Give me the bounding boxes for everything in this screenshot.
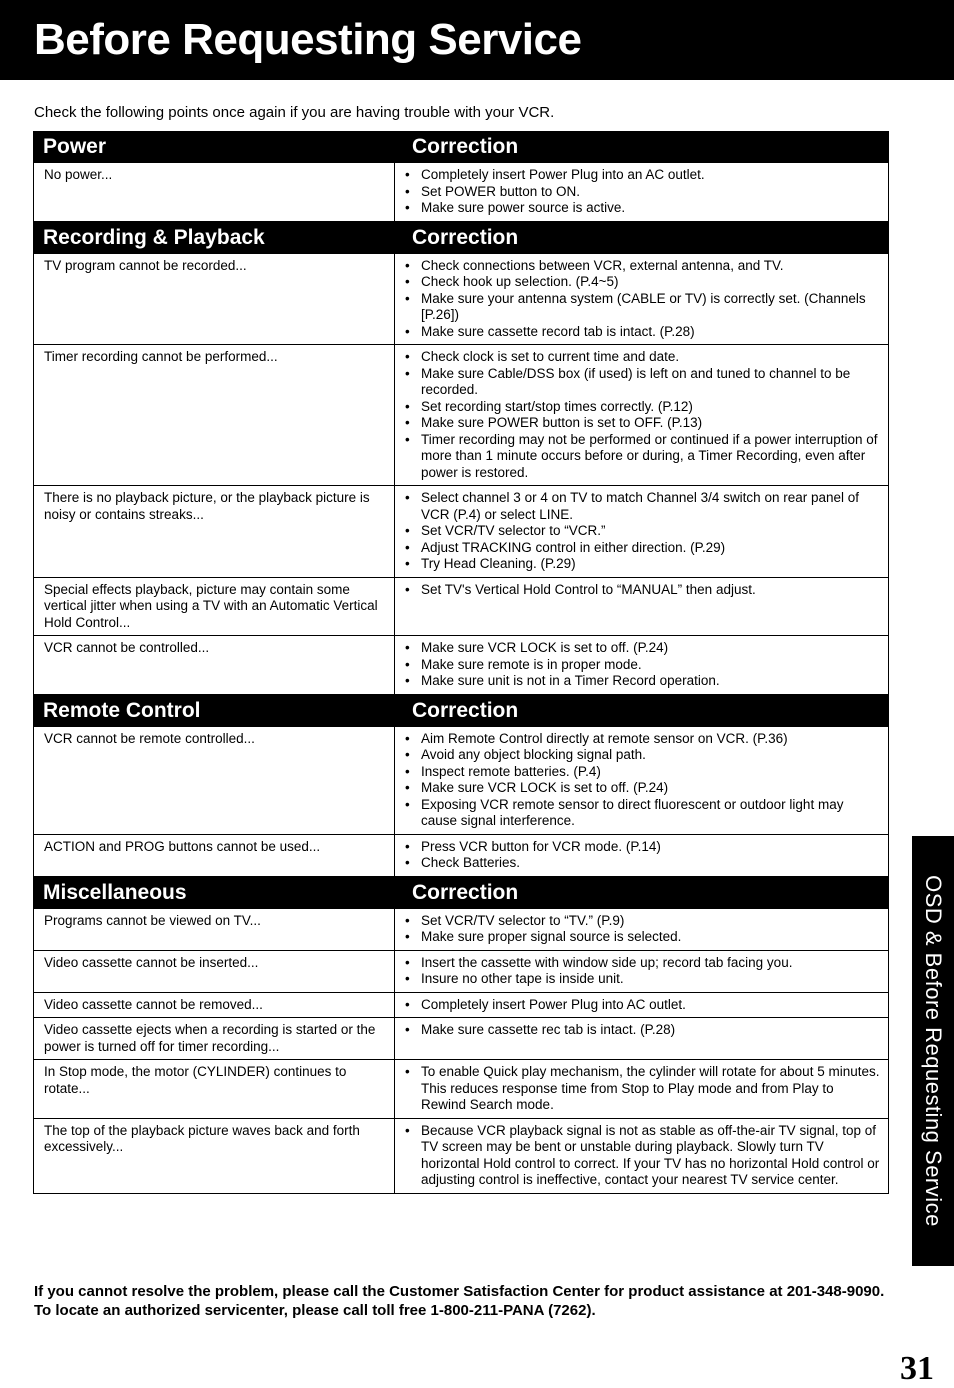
correction-item: • Set VCR/TV selector to “VCR.”	[401, 523, 882, 540]
correction-item: • Timer recording may not be performed or continued if a power interruption of more than 1 minute occurs before or during, a Timer Recording, even after power is restored.	[401, 432, 882, 482]
problem-cell: Timer recording cannot be performed...	[34, 345, 395, 485]
table-row	[33, 345, 889, 486]
correction-item: • Inspect remote batteries. (P.4)	[401, 764, 882, 781]
page-number: 31	[900, 1350, 934, 1387]
problem-cell: Video cassette cannot be inserted...	[34, 951, 395, 992]
correction-item: • Try Head Cleaning. (P.29)	[401, 556, 882, 573]
correction-list	[401, 997, 882, 1014]
section-header	[33, 877, 889, 909]
correction-list	[401, 640, 882, 690]
table-row	[33, 1119, 889, 1194]
correction-cell	[395, 486, 888, 577]
intro-text: Check the following points once again if you are having trouble with your VCR.	[34, 104, 555, 121]
correction-item: • Because VCR playback signal is not as stable as off-the-air TV signal, top of TV screen may be bent or unstable during playback. Slowly turn TV horizontal Hold control to correct. If your TV has no horizontal Hold control or adjusting control is ineffective, contact your nearest TV service center.	[401, 1123, 882, 1189]
correction-cell	[395, 636, 888, 694]
correction-list	[401, 839, 882, 872]
table-row	[33, 486, 889, 578]
correction-item: • Check hook up selection. (P.4~5)	[401, 274, 882, 291]
correction-item: • Press VCR button for VCR mode. (P.14)	[401, 839, 882, 856]
problem-cell: In Stop mode, the motor (CYLINDER) continues to rotate...	[34, 1060, 395, 1118]
correction-list	[401, 167, 882, 217]
correction-item: • Completely insert Power Plug into AC outlet.	[401, 997, 882, 1014]
correction-cell	[395, 163, 888, 221]
correction-item: • Make sure unit is not in a Timer Record operation.	[401, 673, 882, 690]
table-row	[33, 993, 889, 1019]
correction-list	[401, 349, 882, 481]
correction-item: • Set recording start/stop times correctly. (P.12)	[401, 399, 882, 416]
correction-item: • Make sure cassette record tab is intact. (P.28)	[401, 324, 882, 341]
correction-title: Correction	[412, 135, 519, 158]
problem-cell: Video cassette cannot be removed...	[34, 993, 395, 1018]
correction-list	[401, 258, 882, 341]
correction-item: • Avoid any object blocking signal path.	[401, 747, 882, 764]
correction-item: • Make sure POWER button is set to OFF. (P.13)	[401, 415, 882, 432]
correction-item: • Make sure VCR LOCK is set to off. (P.24)	[401, 640, 882, 657]
correction-list	[401, 913, 882, 946]
table-row	[33, 578, 889, 637]
page-title: Before Requesting Service	[34, 15, 582, 64]
correction-cell	[395, 1060, 888, 1118]
correction-cell	[395, 835, 888, 876]
correction-item: • Make sure power source is active.	[401, 200, 882, 217]
correction-item: • Check clock is set to current time and date.	[401, 349, 882, 366]
troubleshooting-table	[33, 131, 889, 1194]
correction-item: • Insure no other tape is inside unit.	[401, 971, 882, 988]
table-row	[33, 727, 889, 835]
correction-item: • Set POWER button to ON.	[401, 184, 882, 201]
section-title: Miscellaneous	[43, 880, 187, 904]
problem-cell: Programs cannot be viewed on TV...	[34, 909, 395, 950]
correction-list	[401, 490, 882, 573]
table-row	[33, 1060, 889, 1119]
correction-cell	[395, 1018, 888, 1059]
correction-cell	[395, 578, 888, 636]
correction-item: • Check connections between VCR, external antenna, and TV.	[401, 258, 882, 275]
problem-cell: VCR cannot be remote controlled...	[34, 727, 395, 834]
correction-title: Correction	[412, 698, 519, 722]
correction-list	[401, 731, 882, 830]
table-row	[33, 951, 889, 993]
correction-cell	[395, 909, 888, 950]
problem-cell: No power...	[34, 163, 395, 221]
correction-item: • Check Batteries.	[401, 855, 882, 872]
correction-cell	[395, 345, 888, 485]
section-title: Power	[43, 135, 107, 158]
correction-item: • Adjust TRACKING control in either direction. (P.29)	[401, 540, 882, 557]
correction-list	[401, 1123, 882, 1189]
correction-item: • Make sure VCR LOCK is set to off. (P.24)	[401, 780, 882, 797]
correction-item: • To enable Quick play mechanism, the cylinder will rotate for about 5 minutes. This reduces response time from Stop to Play mode and from Play to Rewind Search mode.	[401, 1064, 882, 1114]
correction-item: • Completely insert Power Plug into an AC outlet.	[401, 167, 882, 184]
correction-list	[401, 1064, 882, 1114]
problem-cell: There is no playback picture, or the playback picture is noisy or contains streaks...	[34, 486, 395, 577]
correction-title: Correction	[412, 880, 519, 904]
correction-item: • Make sure proper signal source is selected.	[401, 929, 882, 946]
problem-cell: VCR cannot be controlled...	[34, 636, 395, 694]
table-row	[33, 1018, 889, 1060]
footer	[34, 1282, 894, 1320]
table-row	[33, 835, 889, 877]
correction-item: • Set VCR/TV selector to “TV.” (P.9)	[401, 913, 882, 930]
correction-cell	[395, 254, 888, 345]
table-row	[33, 163, 889, 222]
correction-item: • Make sure Cable/DSS box (if used) is left on and tuned to channel to be recorded.	[401, 366, 882, 399]
section-header	[33, 222, 889, 254]
correction-cell	[395, 951, 888, 992]
footer-line-1: If you cannot resolve the problem, please call the Customer Satisfaction Center for product assistance at 201-348-9090.	[34, 1283, 885, 1300]
problem-cell: Special effects playback, picture may contain some vertical jitter when using a TV with an Automatic Vertical Hold Control...	[34, 578, 395, 636]
side-tab-label: OSD & Before Requesting Service	[921, 875, 946, 1227]
section-header	[33, 131, 889, 163]
correction-list	[401, 1022, 882, 1039]
correction-list	[401, 582, 882, 599]
problem-cell: The top of the playback picture waves back and forth excessively...	[34, 1119, 395, 1193]
correction-list	[401, 955, 882, 988]
problem-cell: Video cassette ejects when a recording is started or the power is turned off for timer recording...	[34, 1018, 395, 1059]
table-row	[33, 636, 889, 695]
correction-cell	[395, 993, 888, 1018]
section-header	[33, 695, 889, 727]
section-title: Remote Control	[43, 698, 201, 722]
correction-cell	[395, 727, 888, 834]
correction-item: • Aim Remote Control directly at remote sensor on VCR. (P.36)	[401, 731, 882, 748]
correction-item: • Select channel 3 or 4 on TV to match Channel 3/4 switch on rear panel of VCR (P.4) or select LINE.	[401, 490, 882, 523]
correction-item: • Make sure remote is in proper mode.	[401, 657, 882, 674]
correction-title: Correction	[412, 225, 519, 249]
correction-item: • Set TV's Vertical Hold Control to “MANUAL” then adjust.	[401, 582, 882, 599]
footer-line-2: To locate an authorized servicenter, please call toll free 1-800-211-PANA (7262).	[34, 1302, 596, 1319]
correction-item: • Insert the cassette with window side up; record tab facing you.	[401, 955, 882, 972]
correction-cell	[395, 1119, 888, 1193]
table-row	[33, 909, 889, 951]
section-title: Recording & Playback	[43, 225, 265, 249]
correction-item: • Make sure your antenna system (CABLE or TV) is correctly set. (Channels [P.26])	[401, 291, 882, 324]
title-bar	[0, 0, 954, 80]
table-row	[33, 254, 889, 346]
problem-cell: TV program cannot be recorded...	[34, 254, 395, 345]
correction-item: • Make sure cassette rec tab is intact. (P.28)	[401, 1022, 882, 1039]
correction-item: • Exposing VCR remote sensor to direct fluorescent or outdoor light may cause signal interference.	[401, 797, 882, 830]
problem-cell: ACTION and PROG buttons cannot be used...	[34, 835, 395, 876]
